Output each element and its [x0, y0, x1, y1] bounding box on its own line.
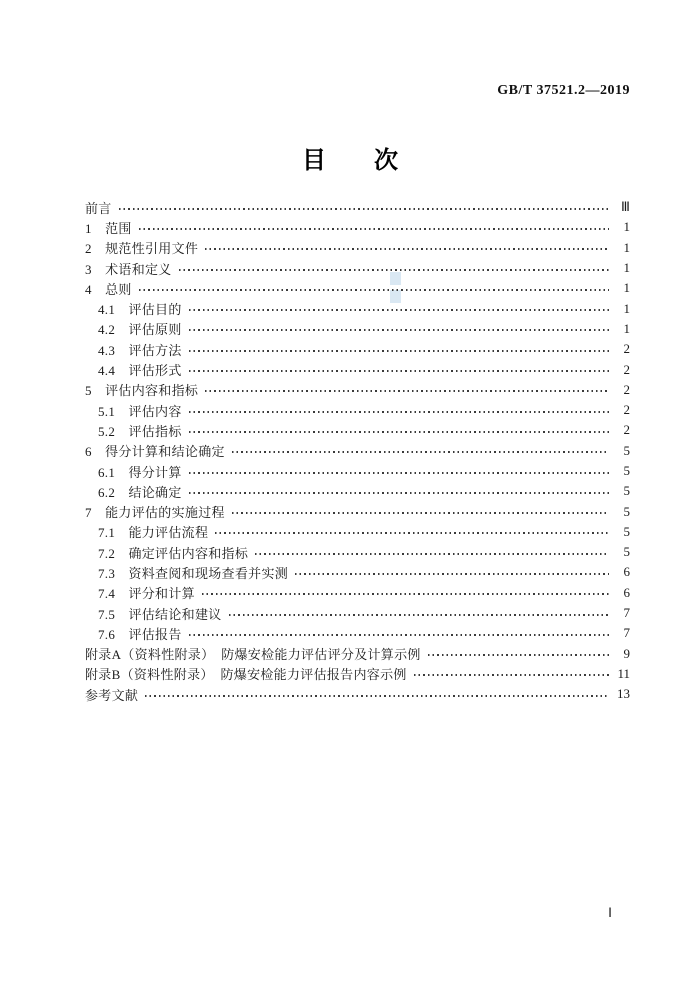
toc-entry-page: 2 — [623, 381, 630, 397]
toc-entry-label: 6 得分计算和结论确定 — [85, 444, 225, 460]
toc-entry-page: 1 — [623, 300, 630, 316]
toc-entry-label: 4.2 评估原则 — [98, 322, 182, 338]
toc-entry — [85, 197, 630, 217]
toc-entry-page: 7 — [623, 625, 630, 641]
dot-leader — [189, 431, 609, 433]
dot-leader — [189, 492, 609, 494]
toc-entry — [85, 542, 630, 562]
toc-entry — [85, 359, 630, 379]
toc-entry — [85, 380, 630, 400]
toc-entry-label: 7.6 评估报告 — [98, 626, 182, 642]
toc-entry — [85, 522, 630, 542]
dot-leader — [139, 228, 609, 230]
toc-entry — [85, 461, 630, 481]
toc-entry — [85, 258, 630, 278]
dot-leader — [232, 451, 609, 453]
toc-entry-label: 4.1 评估目的 — [98, 302, 182, 318]
toc-entry-page: 7 — [623, 605, 630, 621]
toc-entry — [85, 217, 630, 237]
toc-entry — [85, 623, 630, 643]
toc-entry-page: 5 — [623, 503, 630, 519]
dot-leader — [139, 289, 609, 291]
standard-number: GB/T 37521.2—2019 — [497, 83, 630, 98]
dot-leader — [255, 553, 609, 555]
toc-entry-page: 1 — [623, 239, 630, 255]
dot-leader — [189, 411, 609, 413]
toc-entry-label: 7 能力评估的实施过程 — [85, 505, 225, 521]
dot-leader — [189, 634, 609, 636]
toc-entry-label: 1 范围 — [85, 220, 132, 236]
toc-entry-label: 7.4 评分和计算 — [98, 586, 195, 602]
toc-entry — [85, 420, 630, 440]
toc-entry — [85, 400, 630, 420]
dot-leader — [205, 390, 609, 392]
toc-entry — [85, 664, 630, 684]
toc-entry-page: 2 — [623, 361, 630, 377]
toc-entry-label: 附录B（资料性附录） 防爆安检能力评估报告内容示例 — [85, 667, 407, 683]
toc-entry-label: 6.2 结论确定 — [98, 484, 182, 500]
dot-leader — [428, 654, 609, 656]
dot-leader — [189, 309, 609, 311]
toc-entry-label: 5.2 评估指标 — [98, 423, 182, 439]
toc-entry — [85, 583, 630, 603]
toc-entry — [85, 603, 630, 623]
dot-leader — [189, 350, 609, 352]
toc-entry — [85, 684, 630, 704]
toc-entry-label: 6.1 得分计算 — [98, 464, 182, 480]
dot-leader — [295, 573, 609, 575]
toc-entry-page: 5 — [623, 463, 630, 478]
toc-entry-label: 7.5 评估结论和建议 — [98, 606, 222, 622]
toc-entry-label: 7.3 资料查阅和现场查看并实测 — [98, 565, 289, 581]
toc-entry — [85, 298, 630, 318]
toc-entry-page: 1 — [623, 320, 630, 336]
toc-entry-label: 前言 — [85, 200, 112, 216]
toc-entry-page: Ⅲ — [621, 199, 630, 215]
dot-leader — [215, 532, 609, 534]
dot-leader — [189, 472, 609, 474]
toc-entry-page: 5 — [623, 483, 630, 499]
dot-leader — [179, 269, 609, 271]
dot-leader — [189, 370, 609, 372]
dot-leader — [145, 695, 609, 697]
toc-entry-page: 6 — [623, 584, 630, 600]
dot-leader — [205, 248, 609, 250]
toc-entry-label: 4.3 评估方法 — [98, 342, 182, 358]
toc-entry — [85, 481, 630, 501]
dot-leader — [189, 329, 609, 331]
toc-list — [85, 197, 630, 704]
toc-entry-label: 5.1 评估内容 — [98, 403, 182, 419]
toc-entry — [85, 278, 630, 298]
toc-entry-label: 4 总则 — [85, 281, 132, 297]
toc-entry-page: 9 — [623, 645, 630, 661]
toc-entry-label: 7.2 确定评估内容和指标 — [98, 545, 249, 561]
toc-entry — [85, 562, 630, 582]
toc-entry — [85, 238, 630, 258]
toc-entry-label: 2 规范性引用文件 — [85, 241, 199, 257]
toc-entry — [85, 441, 630, 461]
toc-entry-page: 1 — [623, 219, 630, 235]
dot-leader — [414, 674, 609, 676]
dot-leader — [229, 614, 609, 616]
toc-entry — [85, 501, 630, 521]
toc-entry-label: 5 评估内容和指标 — [85, 383, 199, 399]
toc-entry — [85, 319, 630, 339]
toc-title: 目 次 — [302, 147, 398, 174]
dot-leader — [232, 512, 609, 514]
toc-entry-page: 2 — [623, 402, 630, 418]
toc-entry-page: 1 — [623, 260, 630, 276]
toc-entry-page: 1 — [623, 280, 630, 296]
toc-entry-page: 5 — [623, 523, 630, 539]
toc-entry-page: 11 — [617, 665, 630, 681]
toc-entry-page: 2 — [623, 341, 630, 357]
toc-entry-page: 5 — [623, 544, 630, 560]
toc-entry-page: 6 — [623, 564, 630, 580]
toc-entry-label: 附录A（资料性附录） 防爆安检能力评估评分及计算示例 — [85, 647, 421, 663]
toc-entry-page: 2 — [623, 422, 630, 438]
toc-entry-page: 13 — [617, 686, 630, 702]
dot-leader — [202, 593, 609, 595]
dot-leader — [119, 208, 609, 210]
toc-entry-page: 5 — [623, 442, 630, 458]
toc-entry — [85, 644, 630, 664]
toc-entry-label: 7.1 能力评估流程 — [98, 525, 209, 541]
toc-entry-label: 参考文献 — [85, 687, 139, 703]
toc-entry-label: 3 术语和定义 — [85, 261, 172, 277]
page-number: Ⅰ — [608, 905, 612, 920]
toc-entry — [85, 339, 630, 359]
toc-entry-label: 4.4 评估形式 — [98, 363, 182, 379]
